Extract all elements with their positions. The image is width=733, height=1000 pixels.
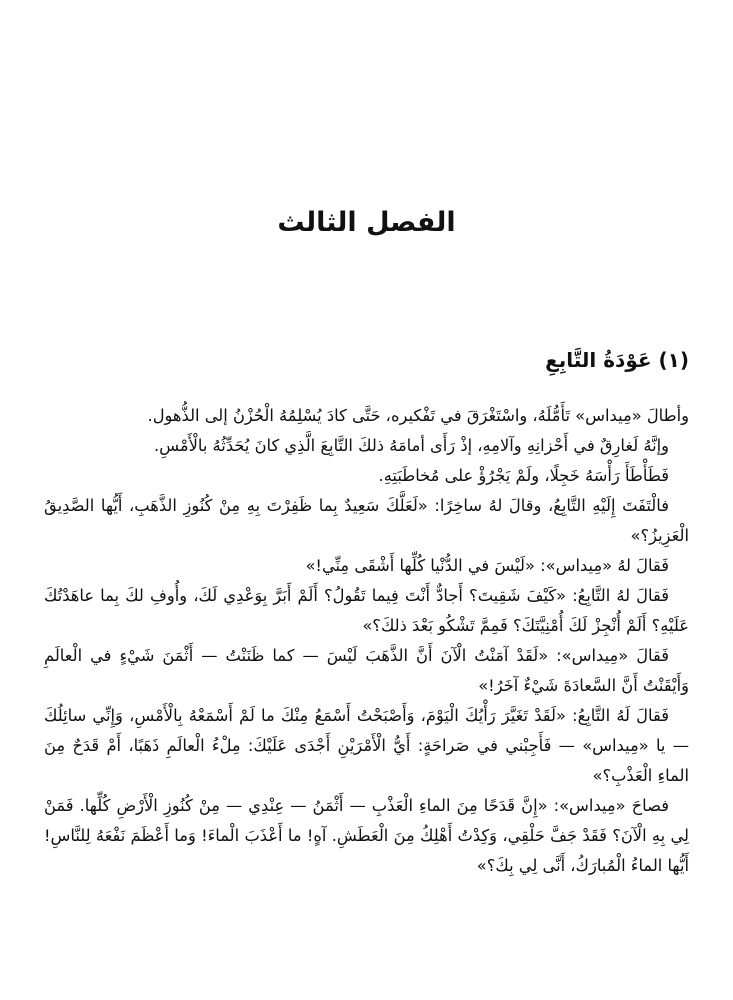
paragraph: فالْتَفَتَ إِلَيْهِ التَّابِعُ، وقالَ لهُ ساخِرًا: «لَعَلَّكَ سَعِيدٌ بِما ظَفِرْتَ بِهِ مِنْ كُنُوزِ الذَّهَبِ، أَيُّها الصَّدِيقُ الْعَزِيزُ؟» [44,496,689,545]
paragraph: فَطَأْطَأَ رَأْسَهُ خَجِلًا، ولَمْ يَجْرُؤْ على مُخاطَبَتِهِ. [378,466,669,485]
paragraph: وأطالَ «مِيداس» تَأَمُّلَهُ، واسْتَغْرَقَ في تَفْكيره، حَتَّى كادَ يُسْلِمُهُ الْحُزْنُ إلى الذُّهول. [147,406,689,425]
paragraph: وإنَّهُ لَغارِقٌ في أَحْزانِهِ وآلامِهِ، إذْ رَأَى أمامَهُ ذلكَ التَّابِعَ الَّذِي كانَ يُحَدِّثُهُ بالْأَمْسِ. [153,436,669,455]
paragraph: فَقالَ لهُ التَّابِعُ: «كَيْفَ شَقِيتَ؟ أَجادٌّ أَنْتَ فِيما تَقُولُ؟ أَلَمْ أَبَرَّ بِوَعْدِي لَكَ، وأُوفِ لكَ بِما عاهَدْتُكَ عَلَيْهِ؟ أَلَمْ أُنْجِزْ لَكَ أُمْنِيَّتَكَ؟ فَمِمَّ تَشْكُو بَعْدَ ذلكَ؟» [44,586,689,635]
paragraph: فَقالَ «مِيداس»: «لَقَدْ آمَنْتُ الْآنَ أَنَّ الذَّهَبَ لَيْسَ — كما ظَنَنْتُ — أَثْمَنَ شَيْءٍ في الْعالَمِ وَأَيْقَنْتُ أَنَّ السَّعادَةَ شَيْءٌ آخَرُ!» [44,646,689,695]
paragraph: فَقالَ لهُ «مِيداس»: «لَيْسَ في الدُّنْيا كُلِّها أَشْقَى مِنِّي!» [305,556,669,575]
section-heading: (١) عَوْدَةُ التَّابِعِ [545,348,689,372]
paragraph: فَقالَ لَهُ التَّابِعُ: «لَقَدْ تَغَيَّرَ رَأْيُكَ الْيَوْمَ، وَأَصْبَحْتُ أَسْمَعُ مِنْكَ ما لَمْ أَسْمَعْهُ بِالْأَمْسِ، وَإِنِّي سائِلُكَ — يا «مِيداس» — فَأَجِبْني في صَراحَةٍ: أَيُّ الْأَمْرَيْنِ أَجْدَى عَلَيْكَ: مِلْءُ الْعالَمِ ذَهَبًا، أَمْ قَدَحٌ مِنَ الماءِ الْعَذْبِ؟» [44,706,689,785]
paragraph: فصاحَ «مِيداس»: «إِنَّ قَدَحًا مِنَ الماءِ الْعَذْبِ — أَثْمَنُ — عِنْدِي — مِنْ كُنُوزِ الْأَرْضِ كُلِّها. فَمَنْ لِي بِهِ الْآنَ؟ فَقَدْ جَفَّ حَلْقِي، وَكِدْتُ أَهْلِكُ مِنَ الْعَطَشِ. آهٍ! ما أَعْذَبَ الْماءَ! وَما أَعْظَمَ نَفْعَهُ لِلنَّاسِ! أَيُّها الماءُ الْمُبارَكُ، أَنَّى لِي بِكَ؟» [44,796,689,875]
chapter-title: الفصل الثالث [277,207,456,238]
body-text [44,401,689,881]
